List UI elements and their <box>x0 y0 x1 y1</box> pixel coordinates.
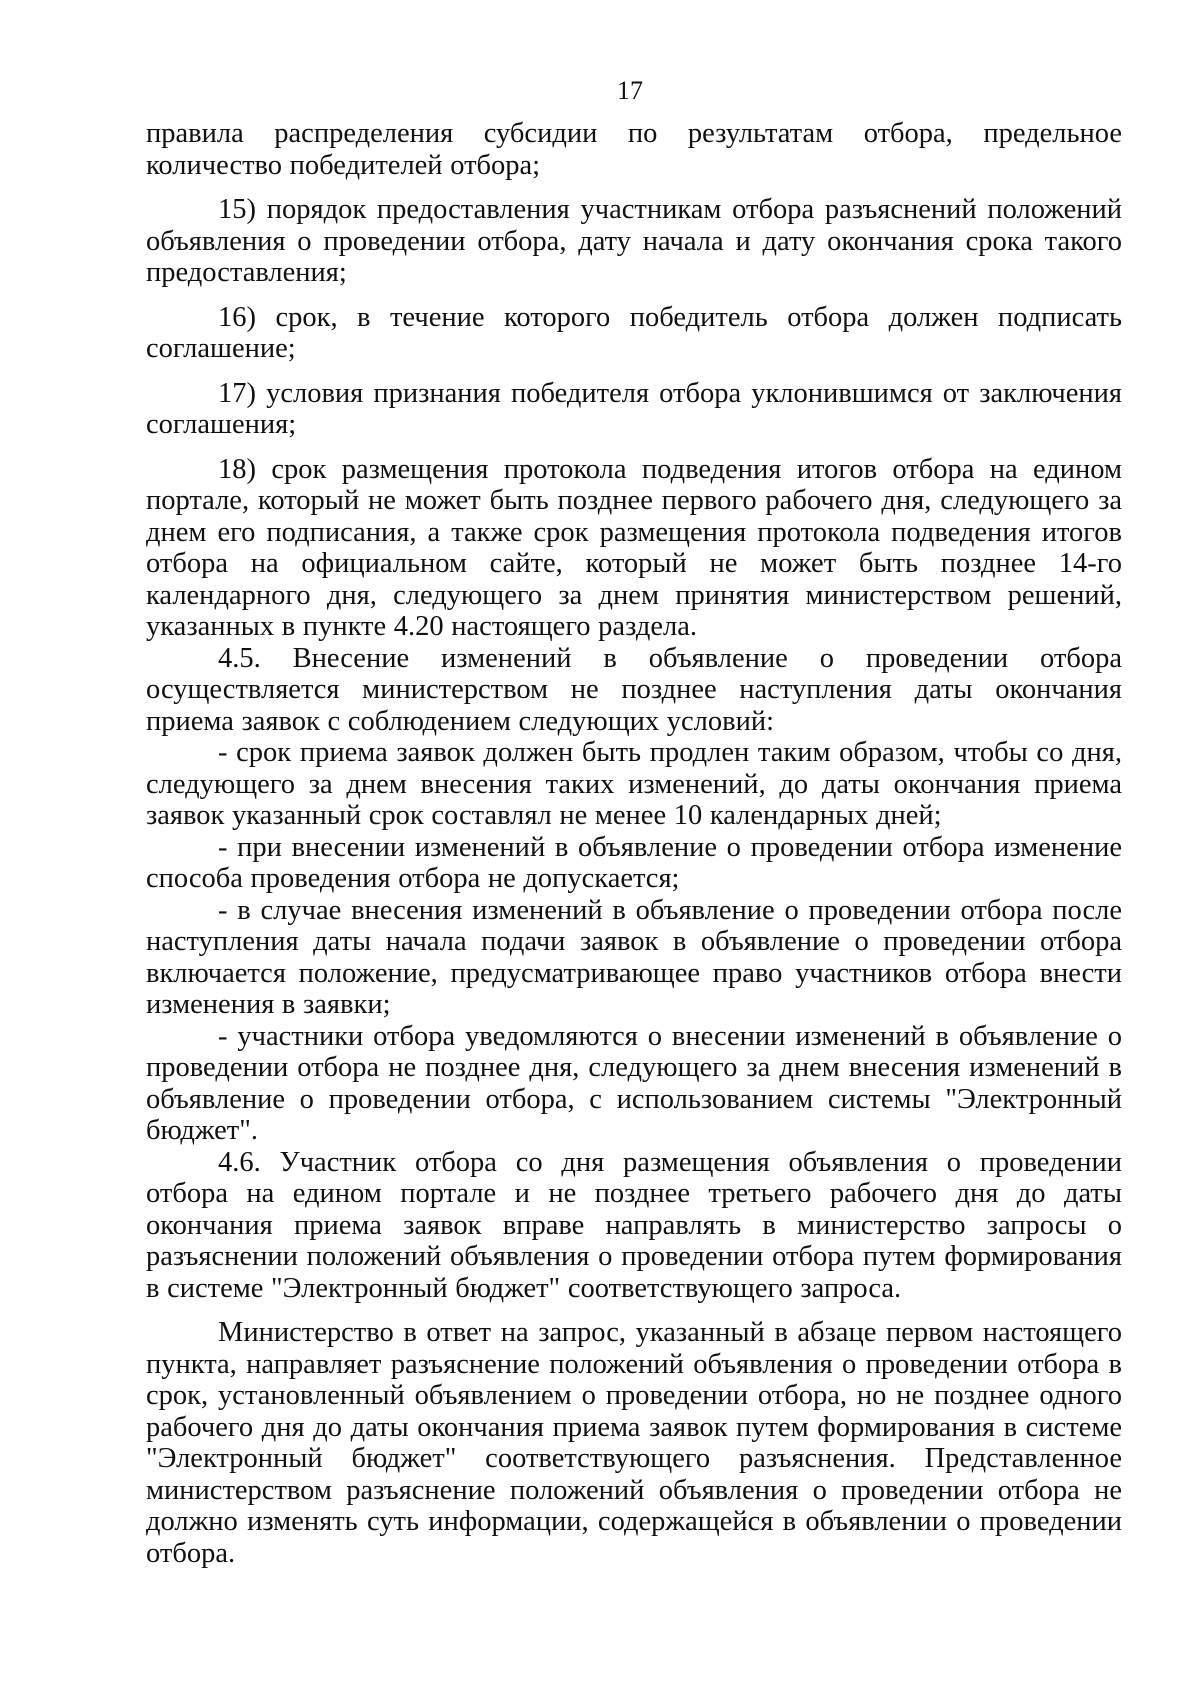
paragraph-condition-2: - при внесении изменений в объявление о проведении отбора изменение способа проведения отбора не допускается; <box>146 831 1122 894</box>
paragraph-item-16: 16) срок, в течение которого победитель отбора должен подписать соглашение; <box>146 301 1122 364</box>
paragraph-ministry-response: Министерство в ответ на запрос, указанный в абзаце первом настоящего пункта, направляет разъяснение положений объявления о проведении отбора в срок, установленный объявлением о проведении отбора, но не позднее одного рабочего дня до даты окончания приема заявок путем формирования в системе "Электронный бюджет" соответствующего разъяснения. Представленное министерством разъяснение положений объявления о проведении отбора не должно изменять суть информации, содержащейся в объявлении о проведении отбора. <box>146 1317 1122 1569</box>
paragraph-condition-3: - в случае внесения изменений в объявление о проведении отбора после наступления даты начала подачи заявок в объявление о проведении отбора включается положение, предусматривающее право участников отбора внести изменения в заявки; <box>146 894 1122 1020</box>
document-body <box>146 118 1122 1569</box>
paragraph-condition-4: - участники отбора уведомляются о внесении изменений в объявление о проведении отбора не позднее дня, следующего за днем внесения изменений в объявление о проведении отбора, с использованием системы "Электронный бюджет". <box>146 1020 1122 1146</box>
paragraph-section-4-6: 4.6. Участник отбора со дня размещения объявления о проведении отбора на едином портале и не позднее третьего рабочего дня до даты окончания приема заявок вправе направлять в министерство запросы о разъяснении положений объявления о проведении отбора путем формирования в системе "Электронный бюджет" соответствующего запроса. <box>146 1146 1122 1304</box>
paragraph-section-4-5: 4.5. Внесение изменений в объявление о проведении отбора осуществляется министерством не позднее наступления даты окончания приема заявок с соблюдением следующих условий: <box>146 642 1122 737</box>
page-number: 17 <box>617 76 643 105</box>
paragraph-item-15: 15) порядок предоставления участникам отбора разъяснений положений объявления о проведении отбора, дату начала и дату окончания срока такого предоставления; <box>146 194 1122 288</box>
paragraph-continuation: правила распределения субсидии по результатам отбора, предельное количество победителей отбора; <box>146 118 1122 181</box>
paragraph-condition-1: - срок приема заявок должен быть продлен таким образом, чтобы со дня, следующего за днем внесения таких изменений, до даты окончания приема заявок указанный срок составлял не менее 10 календарных дней; <box>146 737 1122 831</box>
paragraph-item-18: 18) срок размещения протокола подведения итогов отбора на едином портале, который не может быть позднее первого рабочего дня, следующего за днем его подписания, а также срок размещения протокола подведения итогов отбора на официальном сайте, который не может быть позднее 14-го календарного дня, следующего за днем принятия министерством решений, указанных в пункте 4.20 настоящего раздела. <box>146 453 1122 642</box>
paragraph-item-17: 17) условия признания победителя отбора уклонившимся от заключения соглашения; <box>146 377 1122 440</box>
